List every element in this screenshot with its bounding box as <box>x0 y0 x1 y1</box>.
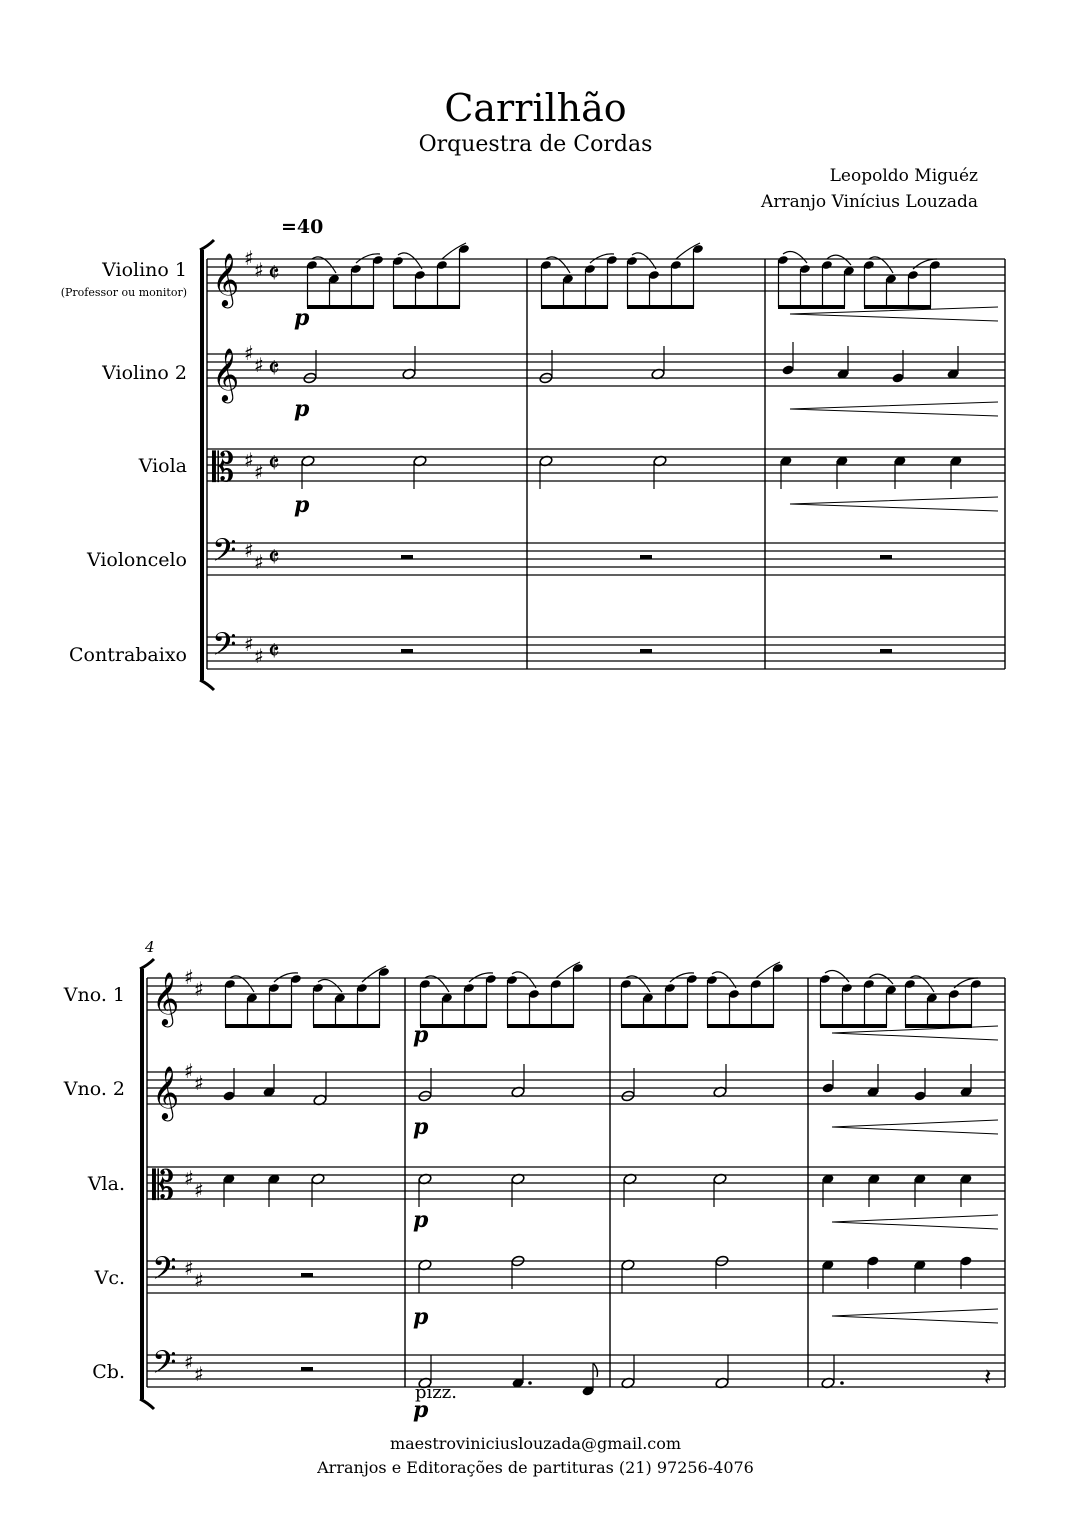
key-signature-sharp: ♯ <box>194 977 204 1001</box>
augmentation-dot <box>528 1381 532 1385</box>
beam <box>864 305 931 309</box>
tempo-marking: =40 <box>281 216 324 238</box>
key-signature-sharp: ♯ <box>194 1178 204 1202</box>
time-signature-cut: 𝄵 <box>268 449 280 479</box>
key-signature-sharp: ♯ <box>254 353 264 377</box>
pizz-marking: pizz. <box>415 1382 457 1403</box>
beam <box>541 305 608 309</box>
time-signature-cut: 𝄵 <box>268 354 280 384</box>
dynamic-piano: p <box>413 1207 429 1233</box>
dynamic-piano: p <box>413 1397 429 1423</box>
bracket-hook <box>200 680 214 690</box>
beam <box>225 1024 292 1028</box>
treble-clef: 𝄞 <box>152 1065 180 1119</box>
key-signature-sharp: ♯ <box>194 1071 204 1095</box>
key-signature-sharp: ♯ <box>184 965 194 989</box>
crescendo-hairpin <box>790 402 998 416</box>
crescendo-hairpin <box>832 1120 998 1134</box>
key-signature-sharp: ♯ <box>254 460 264 484</box>
score-subtitle: Orquestra de Cordas <box>418 132 653 157</box>
beam <box>307 305 374 309</box>
key-signature-sharp: ♯ <box>184 1166 194 1190</box>
treble-clef: 𝄞 <box>152 971 180 1025</box>
key-signature-sharp: ♯ <box>254 550 264 574</box>
instrument-abbr-vno-1: Vno. 1 <box>63 984 125 1006</box>
key-signature-sharp: ♯ <box>244 632 254 656</box>
beam <box>420 1024 487 1028</box>
instrument-name-contrabaixo: Contrabaixo <box>69 644 187 666</box>
beam <box>313 1024 380 1028</box>
instrument-name-viola: Viola <box>138 455 187 477</box>
bass-clef: 𝄢 <box>212 626 237 670</box>
staff-lines <box>147 259 1005 1387</box>
alto-clef: 𝄡 <box>152 1163 175 1209</box>
crescendo-hairpin <box>832 1026 998 1040</box>
bass-clef: 𝄢 <box>152 1250 177 1294</box>
key-signature-sharp: ♯ <box>184 1256 194 1280</box>
time-signature-cut: 𝄵 <box>268 637 280 667</box>
music-notation-marks <box>140 240 1005 1423</box>
dynamic-piano: p <box>413 1022 429 1048</box>
beam <box>820 1024 887 1028</box>
dynamic-piano: p <box>413 1114 429 1140</box>
bass-clef: 𝄢 <box>212 532 237 576</box>
bracket-hook <box>200 240 214 250</box>
key-signature-sharp: ♯ <box>244 538 254 562</box>
system-bracket <box>200 250 204 680</box>
footer-email: maestroviniciuslouzada@gmail.com <box>389 1434 682 1453</box>
key-signature-sharp: ♯ <box>244 448 254 472</box>
footer-contact: Arranjos e Editorações de partituras (21) 97256-4076 <box>317 1458 754 1477</box>
beam <box>621 1024 688 1028</box>
instrument-name-violino-2: Violino 2 <box>102 362 187 384</box>
crescendo-hairpin <box>790 307 998 321</box>
beam <box>393 305 460 309</box>
bracket-hook <box>140 1399 154 1409</box>
key-signature-sharp: ♯ <box>194 1268 204 1292</box>
dynamic-piano: p <box>413 1304 429 1330</box>
key-signature-sharp: ♯ <box>184 1350 194 1374</box>
key-signature-sharp: ♯ <box>244 246 254 270</box>
quarter-rest: 𝄽 <box>984 1363 992 1391</box>
instrument-abbr-vla: Vla. <box>87 1173 125 1195</box>
time-signature-cut: 𝄵 <box>268 543 280 573</box>
beam <box>778 305 845 309</box>
crescendo-hairpin <box>790 497 998 511</box>
time-signature-cut: 𝄵 <box>268 259 280 289</box>
crescendo-hairpin <box>832 1309 998 1323</box>
instrument-name-violoncelo: Violoncelo <box>86 549 187 571</box>
beam <box>507 1024 574 1028</box>
instrument-name-violino-1: Violino 1 <box>102 259 187 281</box>
rest <box>640 649 652 653</box>
rest <box>301 1367 313 1371</box>
key-signature-sharp: ♯ <box>194 1362 204 1386</box>
dynamic-piano: p <box>294 492 310 518</box>
key-signature-sharp: ♯ <box>184 1059 194 1083</box>
key-signature-sharp: ♯ <box>254 644 264 668</box>
augmentation-dot <box>840 1381 844 1385</box>
treble-clef: 𝄞 <box>212 347 240 401</box>
beam <box>627 305 694 309</box>
dynamic-piano: p <box>294 305 310 331</box>
crescendo-hairpin <box>832 1215 998 1229</box>
rest <box>880 555 892 559</box>
bracket-hook <box>140 959 154 969</box>
dynamic-piano: p <box>294 396 310 422</box>
arranger: Arranjo Vinícius Louzada <box>761 192 978 212</box>
rest <box>401 555 413 559</box>
treble-clef: 𝄞 <box>212 252 240 306</box>
score-title: Carrilhão <box>444 86 627 130</box>
instrument-abbr-vno-2: Vno. 2 <box>63 1078 125 1100</box>
rest <box>880 649 892 653</box>
key-signature-sharp: ♯ <box>244 341 254 365</box>
alto-clef: 𝄡 <box>212 445 235 491</box>
instrument-subtitle-violino-1: (Professor ou monitor) <box>60 286 187 299</box>
key-signature-sharp: ♯ <box>254 258 264 282</box>
composer: Leopoldo Miguéz <box>829 166 978 186</box>
rest <box>301 1273 313 1277</box>
beam <box>707 1024 774 1028</box>
rest <box>640 555 652 559</box>
instrument-abbr-cb: Cb. <box>92 1361 125 1383</box>
note-flag <box>593 1363 598 1377</box>
system-bracket <box>140 969 144 1399</box>
measure-number: 4 <box>145 938 155 956</box>
rest <box>401 649 413 653</box>
instrument-abbr-vc: Vc. <box>94 1267 125 1289</box>
bass-clef: 𝄢 <box>152 1344 177 1388</box>
